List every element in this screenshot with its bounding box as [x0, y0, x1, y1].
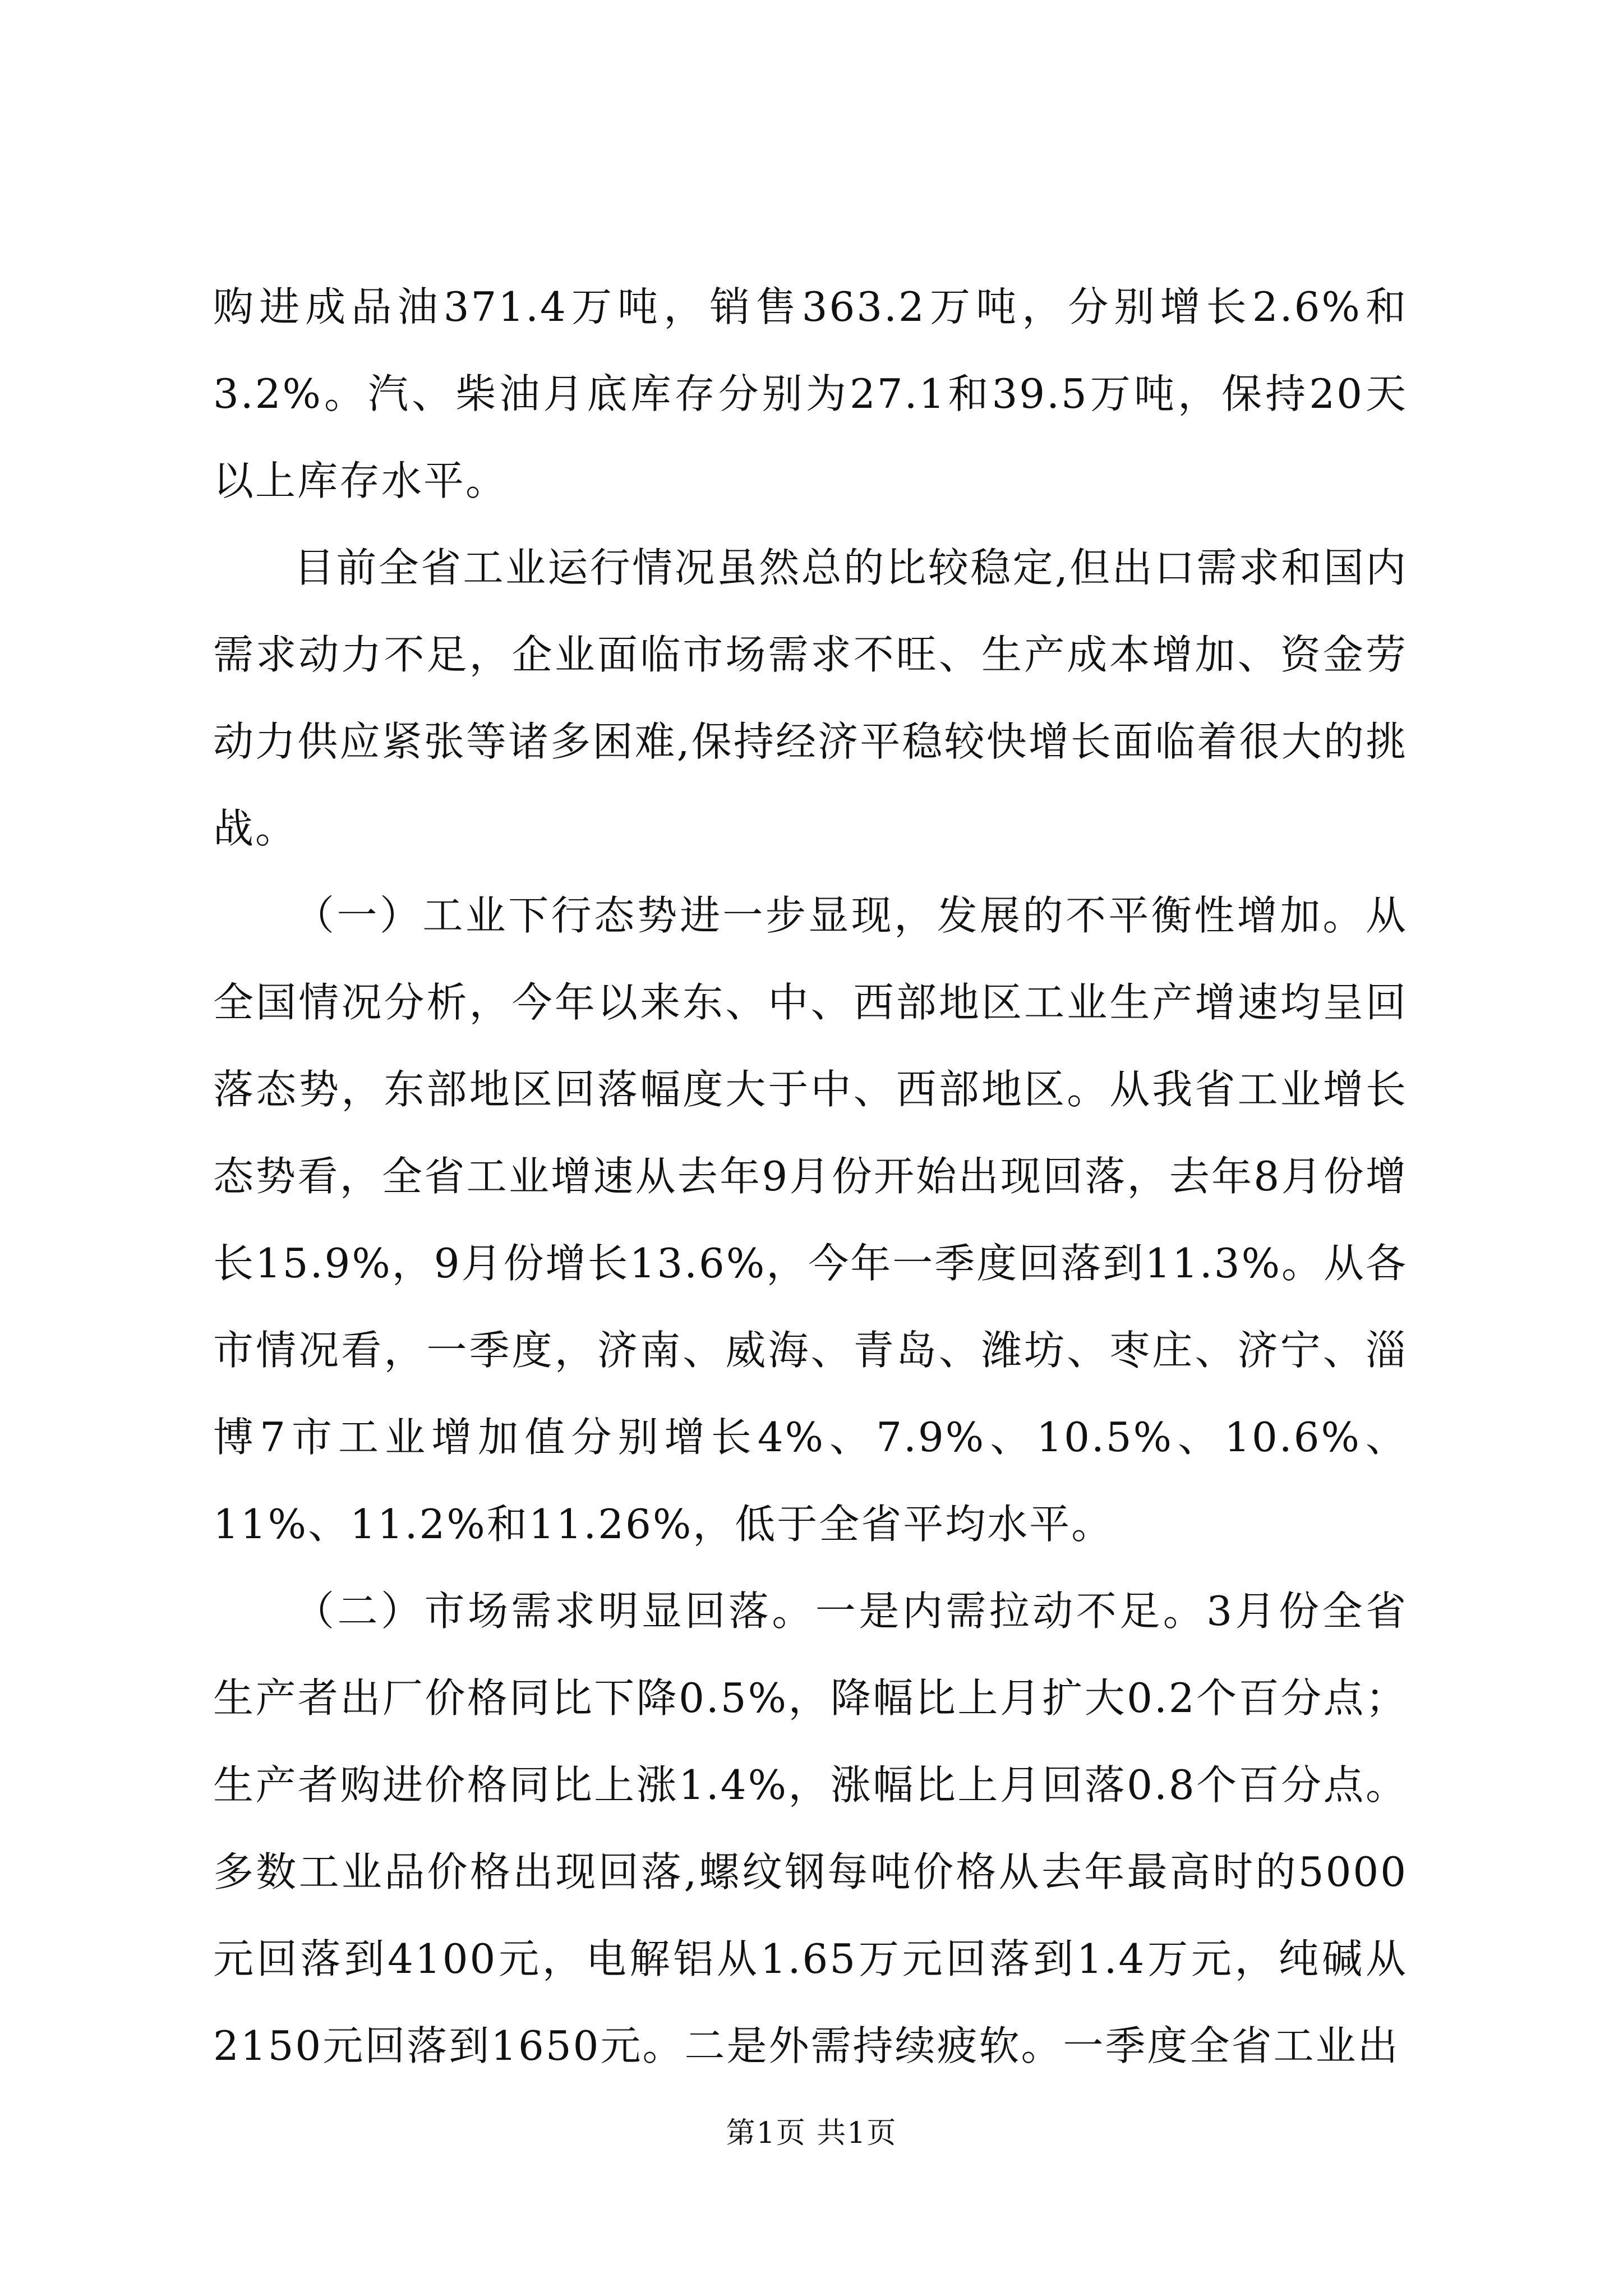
page-footer: 第1页 共1页	[726, 2116, 897, 2150]
paragraph-2: 目前全省工业运行情况虽然总的比较稳定,但出口需求和国内需求动力不足，企业面临市场需求不旺、生产成本增加、资金劳动力供应紧张等诸多困难,保持经济平稳较快增长面临着很大的挑战。	[213, 544, 1408, 852]
paragraph-1: 购进成品油371.4万吨，销售363.2万吨，分别增长2.6%和3.2%。汽、柴油月底库存分别为27.1和39.5万吨，保持20天以上库存水平。	[213, 283, 1408, 504]
paragraph-4: （二）市场需求明显回落。一是内需拉动不足。3月份全省生产者出厂价格同比下降0.5%，降幅比上月扩大0.2个百分点；生产者购进价格同比上涨1.4%，涨幅比上月回落0.8个百分点。多数工业品价格出现回落,螺纹钢每吨价格从去年最高时的5000元回落到4100元，电解铝从1.65万元回落到1.4万元，纯碱从2150元回落到1650元。二是外需持续疲软。一季度全省工业出	[213, 1588, 1408, 2069]
paragraph-3: （一）工业下行态势进一步显现，发展的不平衡性增加。从全国情况分析，今年以来东、中、西部地区工业生产增速均呈回落态势，东部地区回落幅度大于中、西部地区。从我省工业增长态势看，全省工业增速从去年9月份开始出现回落，去年8月份增长15.9%，9月份增长13.6%，今年一季度回落到11.3%。从各市情况看，一季度，济南、威海、青岛、潍坊、枣庄、济宁、淄博7市工业增加值分别增长4%、7.9%、10.5%、10.6%、11%、11.2%和11.26%，低于全省平均水平。	[213, 892, 1408, 1548]
document-body	[213, 264, 1408, 2090]
